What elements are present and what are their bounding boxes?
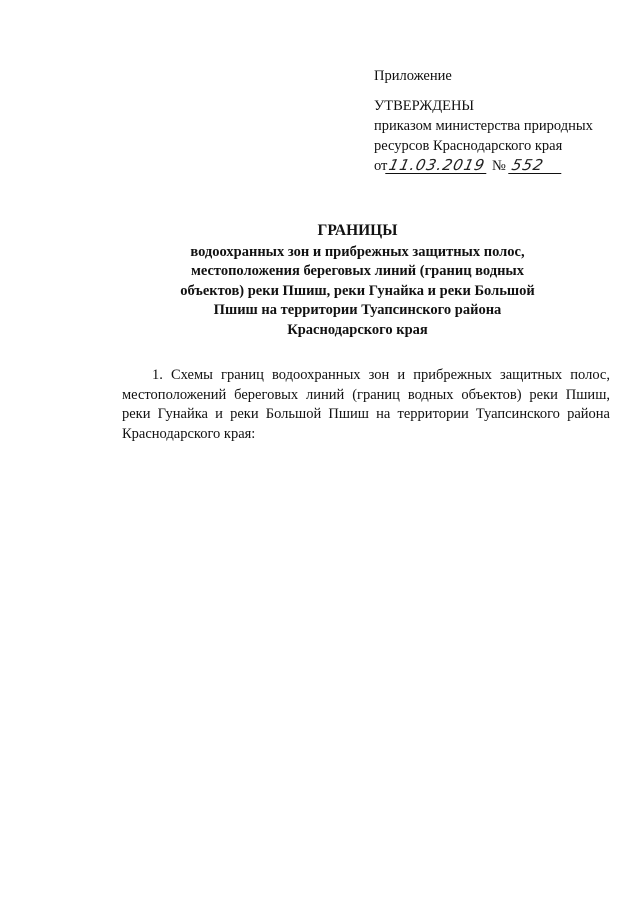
title-line-5: Краснодарского края	[287, 321, 428, 338]
title-heading: ГРАНИЦЫ	[317, 222, 398, 239]
document-title	[150, 221, 565, 340]
title-line-2: местоположения береговых линий (границ водных	[190, 263, 525, 279]
approved-label: УТВЕРЖДЕНЫ	[374, 98, 475, 114]
approval-line-1: приказом министерства природных	[374, 118, 593, 134]
title-line-4: Пшиш на территории Туапсинского района	[213, 302, 502, 318]
handwritten-date: 11.03.2019	[386, 157, 491, 174]
order-date-number-line	[374, 156, 624, 176]
handwritten-number: 552	[508, 157, 565, 174]
approval-line-2: ресурсов Краснодарского края	[374, 138, 563, 154]
appendix-stamp	[374, 66, 624, 176]
title-line-1: водоохранных зон и прибрежных защитных полос,	[190, 243, 525, 260]
date-prefix: от	[374, 158, 388, 174]
appendix-label: Приложение	[374, 68, 452, 84]
number-prefix: №	[492, 158, 506, 174]
body-paragraph-1: 1. Схемы границ водоохранных зон и прибрежных защитных полос, местоположений береговых линий (границ водных объектов) реки Пшиш, реки Гунайка и реки Большой Пшиш на территории Туапсинского района Краснодарского края:	[122, 367, 610, 442]
title-line-3: объектов) реки Пшиш, реки Гунайка и реки Большой	[180, 282, 535, 299]
